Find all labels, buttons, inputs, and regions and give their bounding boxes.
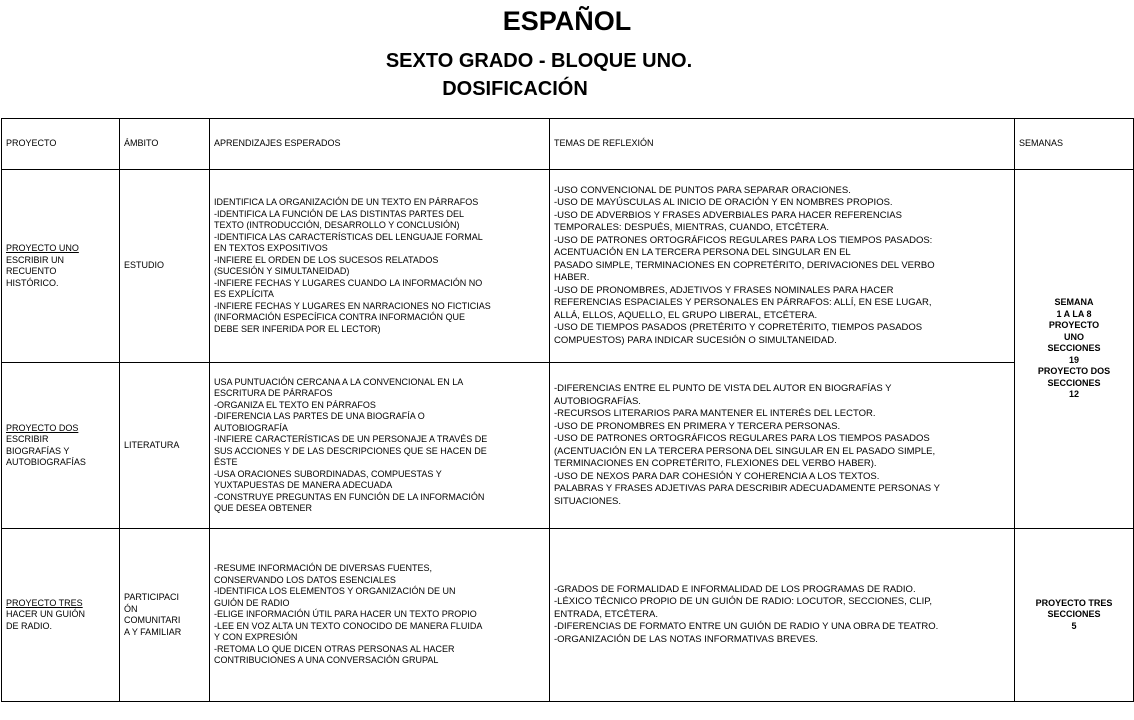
cell-line: COMPUESTOS) PARA INDICAR SUCESIÓN O SIMULTANEIDAD. (554, 334, 837, 346)
cell-line: -USO DE TIEMPOS PASADOS (PRETÉRITO Y COPRETÉRITO, TIEMPOS PASADOS (554, 322, 923, 334)
cell-line: -USO DE PATRONES ORTOGRÁFICOS REGULARES PARA LOS TIEMPOS PASADOS (554, 433, 930, 444)
cell-line: PROYECTO (1048, 320, 1100, 331)
cell-line: HISTÓRICO. (6, 277, 59, 288)
cell-line: -ELIGE INFORMACIÓN ÚTIL PARA HACER UN TEXTO PROPIO (214, 609, 477, 620)
cell-line: -DIFERENCIAS ENTRE EL PUNTO DE VISTA DEL AUTOR EN BIOGRAFÍAS Y (554, 383, 892, 394)
header-aprendizajes: APRENDIZAJES ESPERADOS (210, 119, 550, 170)
cell-line: ÉSTE (214, 457, 238, 467)
cell-line: EN TEXTOS EXPOSITIVOS (214, 243, 328, 253)
semanas-cell (1015, 529, 1134, 702)
temas-cell (550, 170, 1015, 363)
cell-line: USA PUNTUACIÓN CERCANA A LA CONVENCIONAL EN LA (214, 376, 464, 387)
cell-line: PARTICIPACI (124, 592, 180, 602)
cell-line: -USO DE ADVERBIOS Y FRASES ADVERBIALES PARA HACER REFERENCIAS (554, 209, 902, 221)
cell-line: Y CON EXPRESIÓN (214, 632, 298, 643)
cell-line: -USA ORACIONES SUBORDINADAS, COMPUESTAS Y (214, 468, 442, 479)
cell-line: PROYECTO UNO (6, 243, 79, 253)
cell-line: (SUCESIÓN Y SIMULTANEIDAD) (214, 266, 350, 276)
cell-line: -DIFERENCIA LAS PARTES DE UNA BIOGRAFÍA O (214, 411, 425, 421)
cell-line: -GRADOS DE FORMALIDAD E INFORMALIDAD DE LOS PROGRAMAS DE RADIO. (554, 583, 916, 595)
cell-line: SECCIONES (1047, 377, 1101, 388)
aprendizajes-cell (210, 170, 550, 363)
cell-line: LITERATURA (124, 439, 180, 450)
cell-line: PALABRAS Y FRASES ADJETIVAS PARA DESCRIBIR ADECUADAMENTE PERSONAS Y (554, 483, 940, 494)
cell-line: -LEE EN VOZ ALTA UN TEXTO CONOCIDO DE MANERA FLUIDA (214, 620, 483, 631)
cell-line: QUE DESEA OBTENER (214, 503, 313, 513)
cell-line: (INFORMACIÓN ESPECÍFICA CONTRA INFORMACIÓN QUE (214, 312, 466, 322)
page-subtitle: SEXTO GRADO - BLOQUE UNO. (385, 50, 693, 72)
cell-line: -INFIERE EL ORDEN DE LOS SUCESOS RELATADOS (214, 254, 439, 265)
cell-line: -DIFERENCIAS DE FORMATO ENTRE UN GUIÓN DE RADIO Y UNA OBRA DE TEATRO. (554, 621, 939, 633)
cell-line: HACER UN GUIÓN (6, 609, 86, 620)
cell-line: RECUENTO (6, 266, 57, 276)
cell-line: 1 A LA 8 (1056, 308, 1092, 319)
header-temas: TEMAS DE REFLEXIÓN (550, 119, 1015, 170)
cell-line: IDENTIFICA LA ORGANIZACIÓN DE UN TEXTO EN PÁRRAFOS (214, 197, 479, 207)
cell-line: TEXTO (INTRODUCCIÓN, DESARROLLO Y CONCLUSIÓN) (214, 220, 460, 230)
cell-line: CONTRIBUCIONES A UNA CONVERSACIÓN GRUPAL (214, 655, 439, 666)
ambito-cell (120, 170, 210, 363)
cell-line: -USO DE PATRONES ORTOGRÁFICOS REGULARES PARA LOS TIEMPOS PASADOS: (554, 234, 933, 246)
cell-line: -USO DE NEXOS PARA DAR COHESIÓN Y COHERENCIA A LOS TEXTOS. (554, 470, 880, 482)
cell-line: PASADO SIMPLE, TERMINACIONES EN COPRETÉRITO, DERIVACIONES DEL VERBO (554, 259, 935, 271)
cell-line: YUXTAPUESTAS DE MANERA ADECUADA (214, 480, 393, 490)
cell-line: ESCRIBIR UN (6, 254, 65, 265)
cell-line: AUTOBIOGRAFÍA (214, 422, 288, 433)
cell-line: -INFIERE FECHAS Y LUGARES EN NARRACIONES NO FICTICIAS (214, 300, 491, 311)
cell-line: DEBE SER INFERIDA POR EL LECTOR) (214, 323, 381, 334)
cell-line: SITUACIONES. (554, 495, 622, 507)
cell-line: AUTOBIOGRAFÍAS (6, 457, 86, 467)
cell-line: DE RADIO. (6, 620, 53, 631)
cell-line: A Y FAMILIAR (124, 626, 182, 637)
cell-line: -USO DE PRONOMBRES, ADJETIVOS Y FRASES NOMINALES PARA HACER (554, 284, 894, 296)
cell-line: ÓN (124, 603, 138, 614)
cell-line: AUTOBIOGRAFÍAS. (554, 395, 641, 407)
cell-line: -IDENTIFICA LA FUNCIÓN DE LAS DISTINTAS PARTES DEL (214, 208, 465, 219)
cell-line: REFERENCIAS ESPACIALES Y PERSONALES EN PÁRRAFOS: ALLÍ, EN ESE LUGAR, (554, 297, 932, 309)
dosificacion-table (1, 118, 1134, 702)
cell-line: 12 (1068, 389, 1079, 400)
cell-line: ES EXPLÍCITA (214, 289, 274, 299)
temas-cell (550, 363, 1015, 529)
cell-line: ESTUDIO (124, 260, 165, 271)
aprendizajes-cell (210, 529, 550, 702)
cell-line: COMUNITARI (124, 615, 181, 625)
page-subtitle-2: DOSIFICACIÓN (442, 78, 588, 100)
page-title: ESPAÑOL (502, 6, 632, 36)
cell-line: (ACENTUACIÓN EN LA TERCERA PERSONA DEL SINGULAR EN EL PASADO SIMPLE, (554, 445, 936, 457)
cell-line: -USO DE PRONOMBRES EN PRIMERA Y TERCERA PERSONAS. (554, 420, 841, 432)
table-row (2, 529, 1134, 702)
cell-line: -CONSTRUYE PREGUNTAS EN FUNCIÓN DE LA INFORMACIÓN (214, 491, 485, 502)
header-semanas: SEMANAS (1015, 119, 1134, 170)
cell-line: -USO DE MAYÚSCULAS AL INICIO DE ORACIÓN Y EN NOMBRES PROPIOS. (554, 197, 893, 209)
cell-line: CONSERVANDO LOS DATOS ESENCIALES (214, 574, 396, 585)
cell-line: TEMPORALES: DESPUÉS, MIENTRAS, CUANDO, ETCÉTERA. (554, 222, 830, 234)
cell-line: ENTRADA, ETCÉTERA. (554, 608, 658, 620)
aprendizajes-cell (210, 363, 550, 529)
cell-line: -RESUME INFORMACIÓN DE DIVERSAS FUENTES, (214, 563, 433, 574)
cell-line: -USO CONVENCIONAL DE PUNTOS PARA SEPARAR ORACIONES. (554, 184, 851, 196)
cell-line: BIOGRAFÍAS Y (6, 445, 70, 456)
cell-line: ALLÁ, ELLOS, AQUELLO, EL GRUPO LIBERAL, ETCÉTERA. (554, 309, 818, 321)
ambito-cell (120, 363, 210, 529)
cell-line: -IDENTIFICA LOS ELEMENTOS Y ORGANIZACIÓN DE UN (214, 586, 456, 597)
cell-line: PROYECTO DOS (1037, 366, 1111, 377)
cell-line: -IDENTIFICA LAS CARACTERÍSTICAS DEL LENGUAJE FORMAL (214, 231, 483, 242)
proyecto-cell (2, 170, 120, 363)
header-ambito: ÁMBITO (120, 119, 210, 170)
semanas-cell (1015, 170, 1134, 529)
table-row (2, 363, 1134, 529)
cell-line: TERMINACIONES EN COPRETÉRITO, FLEXIONES DEL VERBO HABER). (554, 458, 877, 469)
cell-line: -ORGANIZA EL TEXTO EN PÁRRAFOS (214, 399, 376, 410)
cell-line: SEMANA (1054, 297, 1094, 308)
cell-line: -ORGANIZACIÓN DE LAS NOTAS INFORMATIVAS BREVES. (554, 633, 818, 645)
cell-line: -RETOMA LO QUE DICEN OTRAS PERSONAS AL HACER (214, 643, 455, 654)
cell-line: 19 (1068, 354, 1079, 365)
cell-line: 5 (1071, 620, 1077, 631)
cell-line: PROYECTO DOS (6, 422, 79, 433)
cell-line: SECCIONES (1047, 343, 1101, 354)
cell-line: -RECURSOS LITERARIOS PARA MANTENER EL INTERÉS DEL LECTOR. (554, 408, 876, 419)
cell-line: -INFIERE FECHAS Y LUGARES CUANDO LA INFORMACIÓN NO (214, 277, 483, 288)
table-row (2, 170, 1134, 363)
cell-line: SECCIONES (1047, 609, 1101, 620)
ambito-cell (120, 529, 210, 702)
cell-line: HABER. (554, 272, 590, 284)
cell-line: SUS ACCIONES Y DE LAS DESCRIPCIONES QUE SE HACEN DE (214, 445, 487, 456)
cell-line: GUIÓN DE RADIO (214, 597, 290, 608)
cell-line: UNO (1064, 331, 1084, 342)
cell-line: -LÉXICO TÉCNICO PROPIO DE UN GUIÓN DE RADIO: LOCUTOR, SECCIONES, CLIP, (554, 596, 932, 608)
proyecto-cell (2, 529, 120, 702)
cell-line: -INFIERE CARACTERÍSTICAS DE UN PERSONAJE A TRAVÉS DE (214, 434, 488, 444)
table-header-row (2, 119, 1134, 170)
proyecto-cell (2, 363, 120, 529)
cell-line: ESCRIBIR (6, 434, 49, 444)
temas-cell (550, 529, 1015, 702)
cell-line: ACENTUACIÓN EN LA TERCERA PERSONA DEL SINGULAR EN EL (554, 247, 851, 259)
cell-line: ESCRITURA DE PÁRRAFOS (214, 388, 333, 398)
cell-line: PROYECTO TRES (6, 597, 83, 608)
cell-line: PROYECTO TRES (1035, 597, 1113, 608)
header-proyecto: PROYECTO (2, 119, 120, 170)
